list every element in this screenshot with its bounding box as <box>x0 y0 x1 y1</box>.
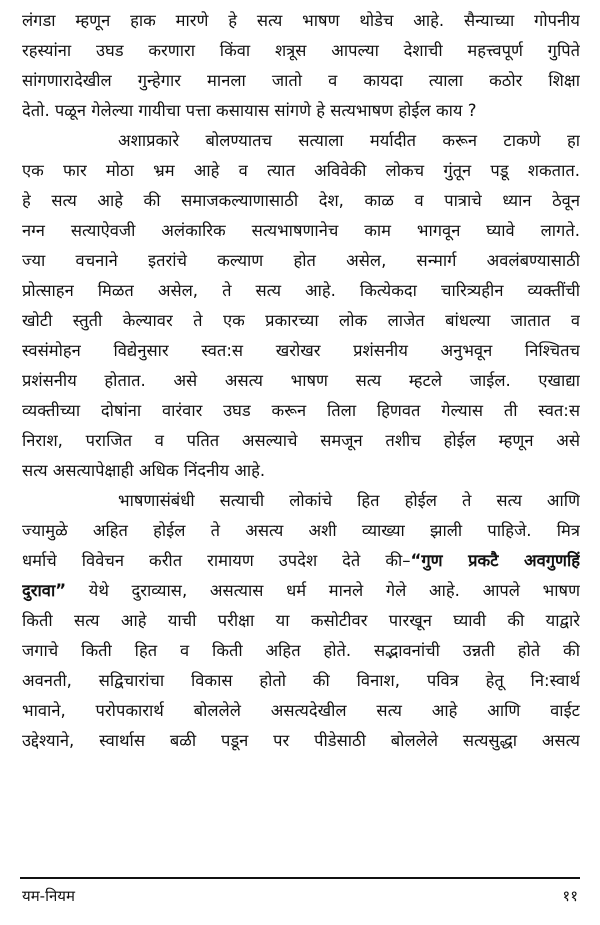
text-line: लंगडा म्हणून हाक मारणे हे सत्य भाषण थोडेच आहे. सैन्याच्या गोपनीय <box>22 11 580 30</box>
text-line: एक फार मोठा भ्रम आहे व त्यात अविवेकी लोकच गुंतून पडू शकतात. <box>22 161 580 180</box>
text-line: अवनती, सद्विचारांचा विकास होतो की विनाश, पवित्र हेतू नि:स्वार्थ <box>22 671 580 690</box>
ramayan-quote-part-2: दुरावा” <box>22 581 67 600</box>
text-line: ज्या वचनाने इतरांचे कल्याण होत असेल, सन्मार्ग अवलंबण्यासाठी <box>22 251 580 270</box>
text-line: नग्न सत्याऐवजी अलंकारिक सत्यभाषणानेच काम भागवून घ्यावे लागते. <box>22 221 580 240</box>
text-line: प्रशंसनीय होतात. असे असत्य भाषण सत्य म्हटले जाईल. एखाद्या <box>22 371 580 390</box>
text-line: व्यक्तीच्या दोषांना वारंवार उघड करून तिला हिणवत गेल्यास ती स्वत:स <box>22 401 580 420</box>
ramayan-quote-part-1: “गुण प्रकटै अवगुणहिं <box>410 551 580 570</box>
text-line: रहस्यांना उघड करणारा किंवा शत्रूस आपल्या देशाची महत्त्वपूर्ण गुपिते <box>22 41 580 60</box>
paragraph-start-line: भाषणासंबंधी सत्याची लोकांचे हित होईल ते सत्य आणि <box>118 491 580 510</box>
text-line: उद्देश्याने, स्वार्थास बळी पडून पर पीडेसाठी बोललेले सत्यसुद्धा असत्य <box>22 731 580 750</box>
text-segment: येथे दुराव्यास, असत्यास धर्म मानले गेले आहे. आपले भाषण <box>66 581 580 600</box>
text-line: किती सत्य आहे याची परीक्षा या कसोटीवर पारखून घ्यावी की याद्वारे <box>22 611 580 630</box>
page-number: ११ <box>562 887 578 905</box>
paragraph-start-line: अशाप्रकारे बोलण्यातच सत्याला मर्यादीत करून टाकणे हा <box>118 131 580 150</box>
text-line: जगाचे किती हित व किती अहित होते. सद्भावनांची उन्नती होते की <box>22 641 580 660</box>
text-line: प्रोत्साहन मिळत असेल, ते सत्य आहे. कित्येकदा चारित्र्यहीन व्यक्तींची <box>22 281 580 300</box>
text-line: सांगणारादेखील गुन्हेगार मानला जातो व कायदा त्याला कठोर शिक्षा <box>22 71 580 90</box>
text-line: ज्यामुळे अहित होईल ते असत्य अशी व्याख्या झाली पाहिजे. मित्र <box>22 521 580 540</box>
text-line: भावाने, परोपकारार्थ बोललेले असत्यदेखील सत्य आहे आणि वाईट <box>22 701 580 720</box>
body-text <box>22 6 580 756</box>
text-line: देतो. पळून गेलेल्या गायीचा पत्ता कसायास सांगणे हे सत्यभाषण होईल काय ? <box>22 101 477 120</box>
text-line: खोटी स्तुती केल्यावर ते एक प्रकारच्या लोक लाजेत बांधल्या जातात व <box>22 311 580 330</box>
footer-rule <box>20 877 580 879</box>
text-line: निराश, पराजित व पतित असल्याचे समजून तशीच होईल म्हणून असे <box>22 431 580 450</box>
text-line: स्वसंमोहन विद्येनुसार स्वत:स खरोखर प्रशंसनीय अनुभवून निश्चितच <box>22 341 580 360</box>
text-segment: धर्माचे विवेचन करीत रामायण उपदेश देते की– <box>22 551 411 570</box>
paragraph-end-line: सत्य असत्यापेक्षाही अधिक निंदनीय आहे. <box>22 461 266 480</box>
text-line-with-quote <box>22 546 580 576</box>
text-line: हे सत्य आहे की समाजकल्याणासाठी देश, काळ व पात्राचे ध्यान ठेवून <box>22 191 580 210</box>
running-title: यम-नियम <box>22 887 75 905</box>
text-line-with-quote <box>22 576 580 606</box>
